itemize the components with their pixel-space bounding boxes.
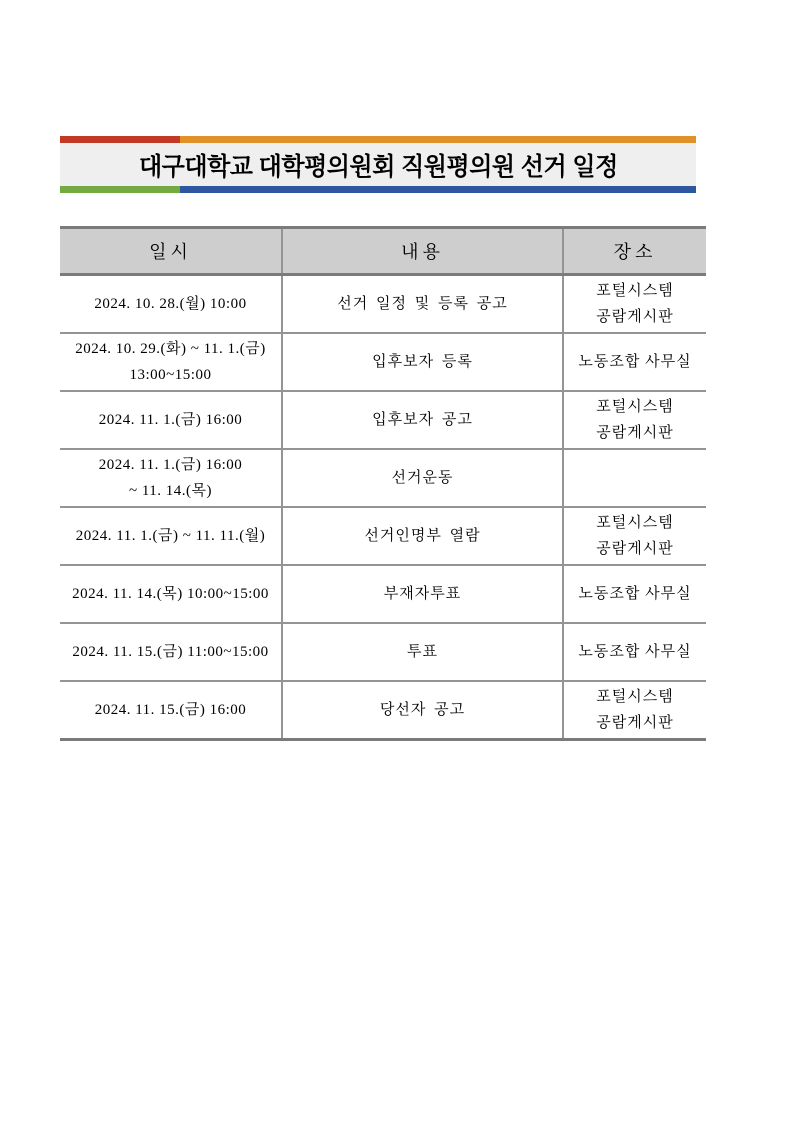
banner-bottom-green-segment	[60, 186, 180, 193]
cell-location: 포털시스템 공람게시판	[563, 391, 706, 449]
banner-top-orange-segment	[180, 136, 696, 143]
banner-title-band	[60, 143, 696, 186]
cell-location: 포털시스템 공람게시판	[563, 507, 706, 565]
banner-bottom-blue-segment	[180, 186, 696, 193]
header-location: 장소	[563, 228, 706, 275]
cell-content: 투표	[282, 623, 563, 681]
cell-datetime: 2024. 11. 15.(금) 16:00	[60, 681, 282, 740]
cell-content: 부재자투표	[282, 565, 563, 623]
header-datetime: 일시	[60, 228, 282, 275]
table-header-row	[60, 228, 706, 275]
cell-datetime: 2024. 11. 1.(금) 16:00 ~ 11. 14.(목)	[60, 449, 282, 507]
banner-top-bar	[60, 136, 696, 143]
table-row	[60, 333, 706, 391]
table-row	[60, 449, 706, 507]
page-title: 대구대학교 대학평의원회 직원평의원 선거 일정	[138, 152, 618, 181]
cell-content: 당선자 공고	[282, 681, 563, 740]
table-row	[60, 507, 706, 565]
cell-location-empty	[563, 449, 706, 507]
table-row	[60, 275, 706, 334]
cell-content: 선거인명부 열람	[282, 507, 563, 565]
cell-datetime: 2024. 11. 15.(금) 11:00~15:00	[60, 623, 282, 681]
table-row	[60, 623, 706, 681]
banner-bottom-bar	[60, 186, 696, 193]
cell-datetime: 2024. 11. 1.(금) ~ 11. 11.(월)	[60, 507, 282, 565]
cell-datetime: 2024. 11. 14.(목) 10:00~15:00	[60, 565, 282, 623]
header-content: 내용	[282, 228, 563, 275]
cell-location: 포털시스템 공람게시판	[563, 681, 706, 740]
banner-top-red-segment	[60, 136, 180, 143]
cell-content: 입후보자 공고	[282, 391, 563, 449]
cell-content: 입후보자 등록	[282, 333, 563, 391]
cell-location: 노동조합 사무실	[563, 333, 706, 391]
cell-datetime: 2024. 10. 29.(화) ~ 11. 1.(금) 13:00~15:00	[60, 333, 282, 391]
table-row	[60, 565, 706, 623]
cell-datetime: 2024. 10. 28.(월) 10:00	[60, 275, 282, 334]
table-row	[60, 681, 706, 740]
cell-content: 선거운동	[282, 449, 563, 507]
cell-datetime: 2024. 11. 1.(금) 16:00	[60, 391, 282, 449]
cell-content: 선거 일정 및 등록 공고	[282, 275, 563, 334]
schedule-table-container	[60, 226, 706, 741]
title-banner	[60, 136, 696, 193]
cell-location: 노동조합 사무실	[563, 565, 706, 623]
table-row	[60, 391, 706, 449]
schedule-table	[60, 226, 706, 741]
cell-location: 노동조합 사무실	[563, 623, 706, 681]
cell-location: 포털시스템 공람게시판	[563, 275, 706, 334]
